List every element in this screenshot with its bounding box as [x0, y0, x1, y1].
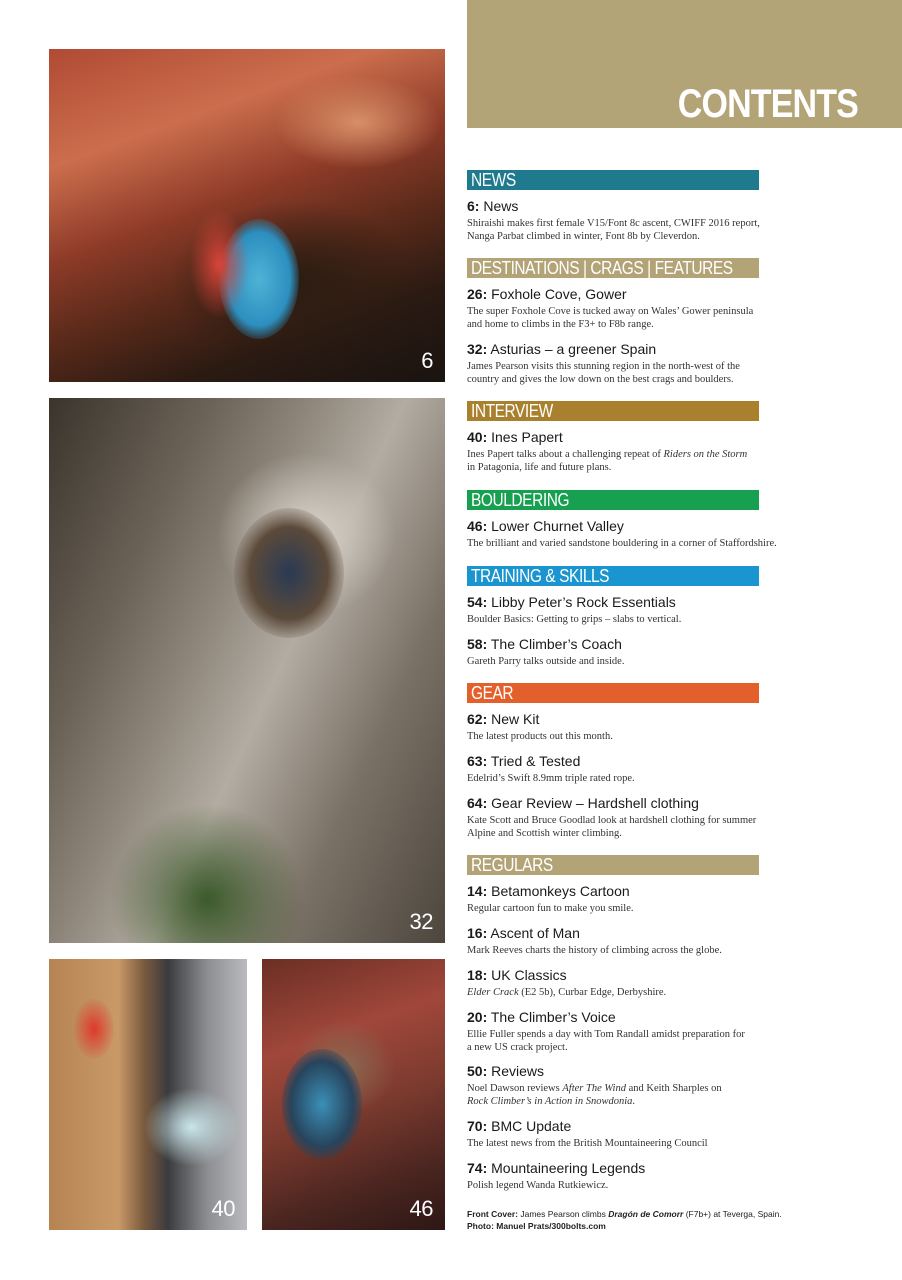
section-label: REGULARS — [471, 855, 553, 875]
entry-title: Mountaineering Legends — [491, 1160, 646, 1176]
climber-figure — [234, 508, 344, 638]
section-header-news — [467, 170, 759, 190]
entry-title: New Kit — [491, 711, 540, 727]
entry-page: 40: — [467, 429, 488, 445]
desc-line: The brilliant and varied sandstone bouldering in a corner of Staffordshire. — [467, 538, 777, 549]
entry-title: Ascent of Man — [490, 925, 580, 941]
climber-figure — [282, 1049, 362, 1159]
desc-text: and Keith Sharples on — [625, 1083, 722, 1094]
entry-page: 74: — [467, 1160, 488, 1176]
desc-line: Gareth Parry talks outside and inside. — [467, 656, 625, 667]
entry-heading — [467, 1160, 827, 1176]
desc-line: Alpine and Scottish winter climbing. — [467, 828, 622, 839]
contents-entry[interactable] — [467, 711, 827, 743]
entry-description — [467, 360, 827, 386]
page-number-label: 6 — [421, 348, 433, 373]
climber-figure — [74, 999, 114, 1059]
entry-description — [467, 305, 827, 331]
cover-text: James Pearson climbs — [518, 1209, 609, 1219]
climber-legs — [189, 209, 249, 319]
entry-description — [467, 1082, 827, 1108]
entry-heading — [467, 286, 827, 302]
entry-heading — [467, 429, 827, 445]
entry-description — [467, 814, 827, 840]
entry-page: 20: — [467, 1009, 488, 1025]
desc-line: in Patagonia, life and future plans. — [467, 462, 612, 473]
entry-description — [467, 1179, 827, 1192]
section-label: TRAINING & SKILLS — [471, 566, 610, 586]
photo-churnet-valley — [262, 959, 445, 1230]
entry-page: 50: — [467, 1063, 488, 1079]
contents-entry[interactable] — [467, 518, 827, 550]
desc-line: Edelrid’s Swift 8.9mm triple rated rope. — [467, 773, 635, 784]
entry-title: News — [483, 198, 519, 214]
section-header-regulars — [467, 855, 759, 875]
entry-description — [467, 1028, 827, 1054]
contents-entry[interactable] — [467, 429, 827, 474]
desc-line: The latest products out this month. — [467, 731, 613, 742]
entry-title: Reviews — [491, 1063, 545, 1079]
photo-ines-papert — [49, 959, 247, 1230]
desc-line: The latest news from the British Mountaineering Council — [467, 1138, 708, 1149]
entry-page: 58: — [467, 636, 488, 652]
entry-page: 32: — [467, 341, 488, 357]
entry-title: Foxhole Cove, Gower — [491, 286, 627, 302]
entry-description — [467, 448, 827, 474]
entry-heading — [467, 711, 827, 727]
entry-heading — [467, 594, 827, 610]
entry-page: 62: — [467, 711, 488, 727]
entry-description — [467, 944, 827, 957]
entry-description — [467, 986, 827, 999]
desc-line: and home to climbs in the F3+ to F8b range. — [467, 319, 654, 330]
contents-entry[interactable] — [467, 198, 827, 243]
contents-entry[interactable] — [467, 753, 827, 785]
page-number-label: 46 — [409, 1196, 433, 1221]
entry-title: Tried & Tested — [490, 753, 581, 769]
entry-heading — [467, 518, 827, 534]
page-title: CONTENTS — [677, 82, 858, 126]
contents-entry[interactable] — [467, 636, 827, 668]
entry-page: 26: — [467, 286, 488, 302]
section-label: BOULDERING — [471, 490, 570, 510]
desc-line: Nanga Parbat climbed in winter, Font 8b by Cleverdon. — [467, 231, 700, 242]
contents-entry[interactable] — [467, 883, 827, 915]
desc-text: (E2 5b), Curbar Edge, Derbyshire. — [518, 987, 667, 998]
entry-title: BMC Update — [491, 1118, 572, 1134]
entry-title: The Climber’s Voice — [490, 1009, 616, 1025]
page-number-label: 32 — [409, 909, 433, 934]
entry-description — [467, 655, 827, 668]
contents-entry[interactable] — [467, 925, 827, 957]
contents-entry[interactable] — [467, 286, 827, 331]
desc-line: Boulder Basics: Getting to grips – slabs to vertical. — [467, 614, 682, 625]
entry-heading — [467, 636, 827, 652]
desc-italic: Rock Climber’s in Action in Snowdonia — [467, 1096, 633, 1107]
contents-entry[interactable] — [467, 341, 827, 386]
front-cover-credit — [467, 1208, 827, 1232]
desc-line: Ellie Fuller spends a day with Tom Randall amidst preparation for — [467, 1029, 745, 1040]
entry-title: UK Classics — [491, 967, 567, 983]
desc-line: Mark Reeves charts the history of climbing across the globe. — [467, 945, 722, 956]
entry-page: 70: — [467, 1118, 488, 1134]
desc-line: country and gives the low down on the best crags and boulders. — [467, 374, 734, 385]
entry-description — [467, 217, 827, 243]
entry-page: 63: — [467, 753, 488, 769]
entry-title: Ines Papert — [491, 429, 563, 445]
contents-entry[interactable] — [467, 1160, 827, 1192]
entry-heading — [467, 753, 827, 769]
entry-page: 6: — [467, 198, 480, 214]
photo-foxhole-cove — [49, 49, 445, 382]
contents-entry[interactable] — [467, 1118, 827, 1150]
entry-description — [467, 613, 827, 626]
cover-route: Dragón de Comorr — [608, 1209, 684, 1219]
contents-banner — [467, 0, 902, 128]
entry-description — [467, 537, 827, 550]
contents-entry[interactable] — [467, 1009, 827, 1054]
desc-italic: Elder Crack — [467, 987, 519, 998]
desc-italic: After The Wind — [562, 1083, 626, 1094]
photo-credit: Photo: Manuel Prats/300bolts.com — [467, 1221, 606, 1231]
entry-page: 54: — [467, 594, 488, 610]
contents-entry[interactable] — [467, 795, 827, 840]
section-label: GEAR — [471, 683, 514, 703]
section-label: INTERVIEW — [471, 401, 553, 421]
entry-title: Betamonkeys Cartoon — [491, 883, 630, 899]
entry-heading — [467, 795, 827, 811]
desc-line: Shiraishi makes first female V15/Font 8c ascent, CWIFF 2016 report, — [467, 218, 760, 229]
entry-title: Libby Peter’s Rock Essentials — [491, 594, 676, 610]
photo-asturias — [49, 398, 445, 943]
entry-heading — [467, 967, 827, 983]
cover-text: (F7b+) at Teverga, Spain. — [683, 1209, 782, 1219]
entry-title: Gear Review – Hardshell clothing — [491, 795, 699, 811]
contents-entry[interactable] — [467, 967, 827, 999]
section-label: NEWS — [471, 170, 516, 190]
page-number-label: 40 — [211, 1196, 235, 1221]
section-header-training — [467, 566, 759, 586]
entry-description — [467, 902, 827, 915]
entry-description — [467, 1137, 827, 1150]
section-header-destinations — [467, 258, 759, 278]
desc-line: Regular cartoon fun to make you smile. — [467, 903, 634, 914]
entry-heading — [467, 883, 827, 899]
entry-page: 46: — [467, 518, 488, 534]
entry-title: Asturias – a greener Spain — [490, 341, 657, 357]
section-header-interview — [467, 401, 759, 421]
desc-line: Polish legend Wanda Rutkiewicz. — [467, 1180, 609, 1191]
entry-description — [467, 730, 827, 743]
desc-line: James Pearson visits this stunning region in the north-west of the — [467, 361, 740, 372]
section-label: DESTINATIONS | CRAGS | FEATURES — [471, 258, 733, 278]
entry-heading — [467, 341, 827, 357]
desc-text: . — [632, 1096, 635, 1107]
entry-heading — [467, 925, 827, 941]
entry-heading — [467, 1009, 827, 1025]
entry-page: 14: — [467, 883, 488, 899]
entry-heading — [467, 1118, 827, 1134]
desc-text: Ines Papert talks about a challenging repeat of — [467, 449, 664, 460]
entry-heading — [467, 198, 827, 214]
desc-text: Noel Dawson reviews — [467, 1083, 563, 1094]
entry-page: 16: — [467, 925, 488, 941]
section-header-gear — [467, 683, 759, 703]
entry-description — [467, 772, 827, 785]
desc-italic: Riders on the Storm — [663, 449, 748, 460]
entry-heading — [467, 1063, 827, 1079]
entry-title: Lower Churnet Valley — [491, 518, 624, 534]
desc-line: a new US crack project. — [467, 1042, 568, 1053]
entry-page: 64: — [467, 795, 488, 811]
section-header-bouldering — [467, 490, 759, 510]
entry-page: 18: — [467, 967, 488, 983]
desc-line: The super Foxhole Cove is tucked away on Wales’ Gower peninsula — [467, 306, 754, 317]
desc-line: Kate Scott and Bruce Goodlad look at hardshell clothing for summer — [467, 815, 757, 826]
cover-label: Front Cover: — [467, 1209, 518, 1219]
contents-entry[interactable] — [467, 594, 827, 626]
contents-entry[interactable] — [467, 1063, 827, 1108]
entry-title: The Climber’s Coach — [490, 636, 622, 652]
